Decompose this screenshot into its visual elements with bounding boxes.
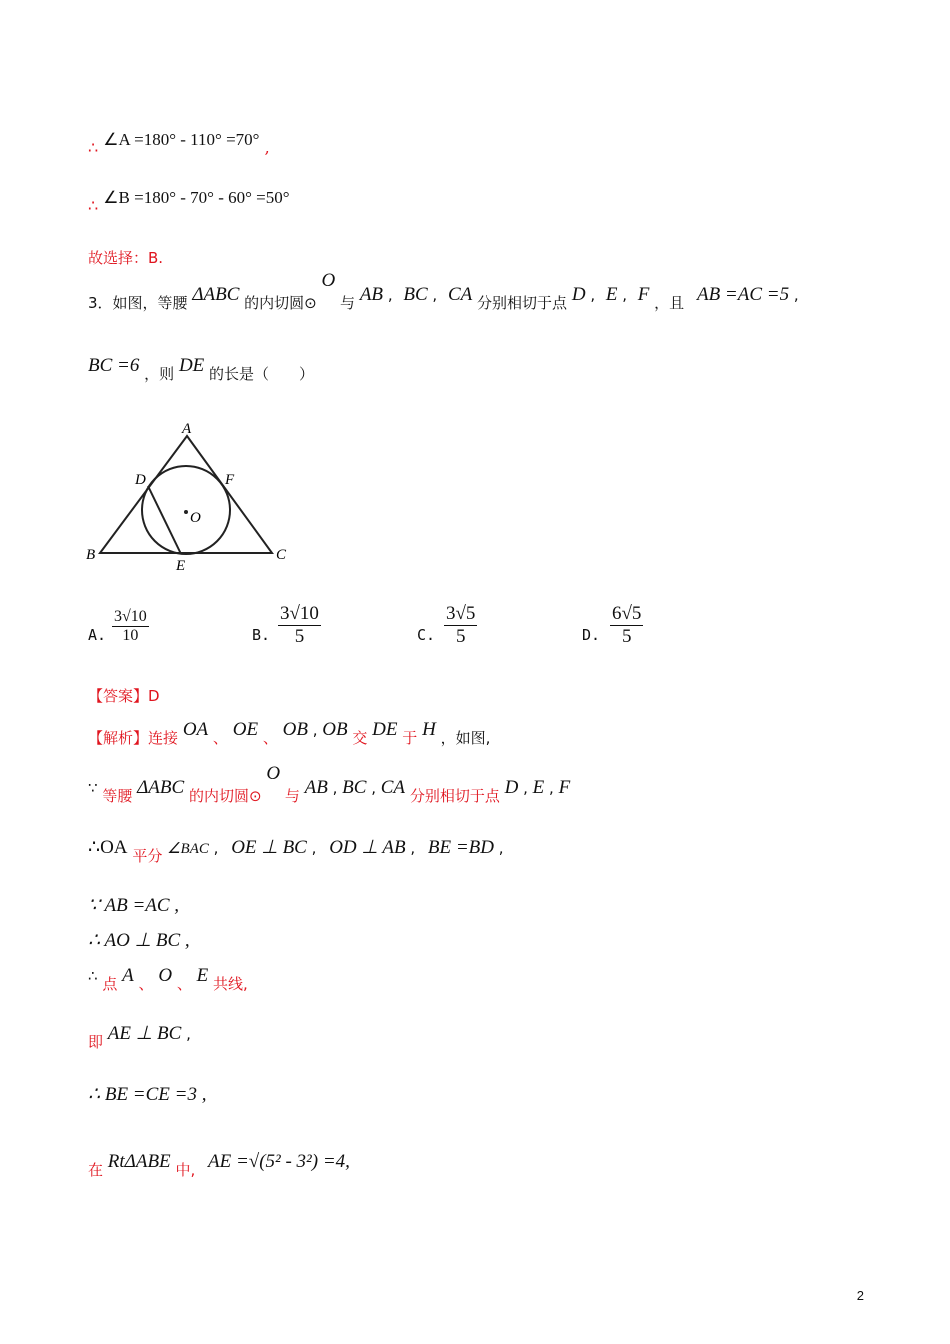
math-term: OA — [182, 719, 209, 740]
analysis-line-4: ∵ AB =AC , — [88, 895, 180, 916]
math-term: OE ⊥ BC — [231, 837, 307, 858]
math-term: ΔABC — [192, 284, 240, 305]
math-term: DE — [372, 719, 398, 740]
text-fragment: 与 — [284, 787, 300, 805]
option-d-label: D. — [582, 626, 601, 644]
math-term: OD ⊥ AB — [329, 837, 406, 858]
math-term: AB — [304, 777, 328, 798]
analysis-line-5: ∴ AO ⊥ BC , — [88, 930, 190, 951]
option-c-value — [444, 603, 477, 648]
text-fragment: 的内切圆⊙ — [244, 294, 317, 312]
therefore-symbol: ∴ — [88, 138, 99, 157]
text-fragment: 即 — [88, 1033, 104, 1051]
option-b-value — [278, 603, 321, 648]
text-fragment: ，则 — [144, 365, 175, 383]
math-term: A — [122, 965, 134, 986]
math-term: AB =AC =5 — [696, 284, 790, 305]
numerator: 3√10 — [280, 603, 319, 624]
segment-de — [148, 486, 181, 554]
solution-line-angle-a — [88, 130, 270, 157]
analysis-tag: 【解析】 — [88, 729, 149, 747]
math-term: ΔABC — [137, 777, 185, 798]
math-term: BC — [342, 777, 367, 798]
question-3-line-1: 3．如图，等腰 ΔABC 的内切圆⊙ O 与 AB , BC , CA 分别相切于点 D , E , F ，且 AB =AC =5 , — [88, 270, 799, 312]
denominator: 5 — [455, 626, 466, 647]
question-3-line-2 — [88, 355, 315, 383]
option-d-value — [610, 603, 643, 648]
answer-tag: 【答案】 — [88, 687, 149, 705]
math-term: E — [532, 777, 545, 798]
math-term: BC =6 — [88, 355, 140, 376]
text-fragment: 在 — [88, 1161, 104, 1179]
analysis-line-3: ∴OA 平分 ∠BAC , OE ⊥ BC , OD ⊥ AB , BE =BD , — [88, 837, 504, 865]
option-a-value — [112, 608, 149, 645]
separator: 、 — [176, 975, 192, 993]
option-c-label: C. — [417, 626, 436, 644]
text-fragment: 平分 — [132, 847, 163, 865]
math-term: D — [571, 284, 586, 305]
text-fragment: 等腰 — [102, 787, 133, 805]
math-term: BC — [403, 284, 428, 305]
math-term: BE =BD — [427, 837, 494, 858]
math-term: D — [504, 777, 519, 798]
math-term: DE — [178, 355, 205, 376]
question-number: 3．如图，等腰 — [88, 294, 188, 312]
therefore-symbol: ∴ — [88, 967, 98, 985]
option-a-label: A. — [88, 626, 107, 644]
text-fragment: 于 — [402, 729, 418, 747]
label-f: F — [225, 472, 235, 488]
label-a: A — [182, 421, 192, 437]
math-expression: ∠B =180° - 70° - 60° =50° — [103, 188, 290, 207]
math-term: OB — [282, 719, 308, 740]
math-term: CA — [447, 284, 473, 305]
text-fragment: ，且 — [654, 294, 685, 312]
math-term: H — [422, 719, 436, 740]
analysis-line-6 — [88, 965, 248, 993]
separator: 、 — [212, 729, 228, 747]
analysis-line-9 — [88, 1151, 350, 1179]
comma: , — [264, 138, 270, 157]
separator: 、 — [138, 975, 154, 993]
math-term: ∴OA — [88, 837, 128, 858]
text-fragment: 分别相切于点 — [477, 294, 568, 312]
solution-line-angle-b — [88, 188, 290, 215]
denominator: 10 — [122, 627, 139, 644]
math-term: O — [158, 965, 173, 986]
because-symbol: ∵ — [88, 779, 98, 797]
math-term: F — [637, 284, 650, 305]
label-e: E — [176, 558, 186, 574]
math-term: E — [196, 965, 209, 986]
page-number: 2 — [856, 1288, 864, 1303]
math-term: ∴ BE =CE =3 — [88, 1084, 197, 1105]
text-fragment: 交 — [352, 729, 368, 747]
numerator: 3√10 — [114, 608, 147, 625]
option-b-label: B. — [252, 626, 271, 644]
text-fragment: 的长是（ ） — [209, 365, 315, 383]
math-term: AE ⊥ BC — [107, 1023, 182, 1044]
label-o: O — [190, 510, 201, 526]
math-term: RtΔABE — [107, 1151, 171, 1172]
center-dot — [184, 510, 188, 514]
answer-line — [88, 686, 160, 706]
analysis-line-1: 【解析】连接 OA 、 OE 、 OB , OB 交 DE 于 H ，如图, — [88, 719, 491, 747]
math-term: ∠BAC — [167, 841, 209, 857]
therefore-symbol: ∴ — [88, 196, 99, 215]
text-fragment: 与 — [340, 294, 356, 312]
numerator: 6√5 — [612, 603, 642, 624]
math-term: O — [321, 270, 336, 291]
label-d: D — [135, 472, 146, 488]
math-term: AE =√(5² - 3²) =4, — [208, 1151, 350, 1172]
analysis-line-2: ∵ 等腰 ΔABC 的内切圆⊙ O 与 AB , BC , CA 分别相切于点 D , E , F — [88, 763, 571, 805]
math-term: O — [266, 763, 281, 784]
denominator: 5 — [621, 626, 632, 647]
text-fragment: 点 — [102, 975, 118, 993]
math-term: AB — [359, 284, 384, 305]
text-fragment: 的内切圆⊙ — [188, 787, 262, 805]
triangle-abc — [100, 436, 272, 553]
label-c: C — [276, 547, 287, 563]
text-fragment: ，如图, — [440, 729, 491, 747]
choose-answer-line: 故选择：B. — [88, 249, 164, 267]
label-b: B — [86, 547, 96, 563]
triangle-incircle-figure — [82, 416, 297, 576]
numerator: 3√5 — [446, 603, 476, 624]
math-term: CA — [380, 777, 406, 798]
text-fragment: 连接 — [148, 729, 179, 747]
math-expression: ∠A =180° - 110° =70° — [103, 130, 260, 149]
analysis-line-8: ∴ BE =CE =3 , — [88, 1084, 207, 1105]
analysis-line-7: 即 AE ⊥ BC , — [88, 1023, 191, 1051]
math-term: OB — [322, 719, 348, 740]
math-term: F — [558, 777, 571, 798]
separator: 、 — [262, 729, 278, 747]
denominator: 5 — [294, 626, 305, 647]
text-fragment: 共线, — [213, 975, 248, 993]
text-fragment: 中, — [175, 1161, 196, 1179]
text-fragment: 分别相切于点 — [409, 787, 500, 805]
answer-value: D — [148, 687, 160, 705]
math-term: E — [605, 284, 618, 305]
math-term: OE — [232, 719, 259, 740]
